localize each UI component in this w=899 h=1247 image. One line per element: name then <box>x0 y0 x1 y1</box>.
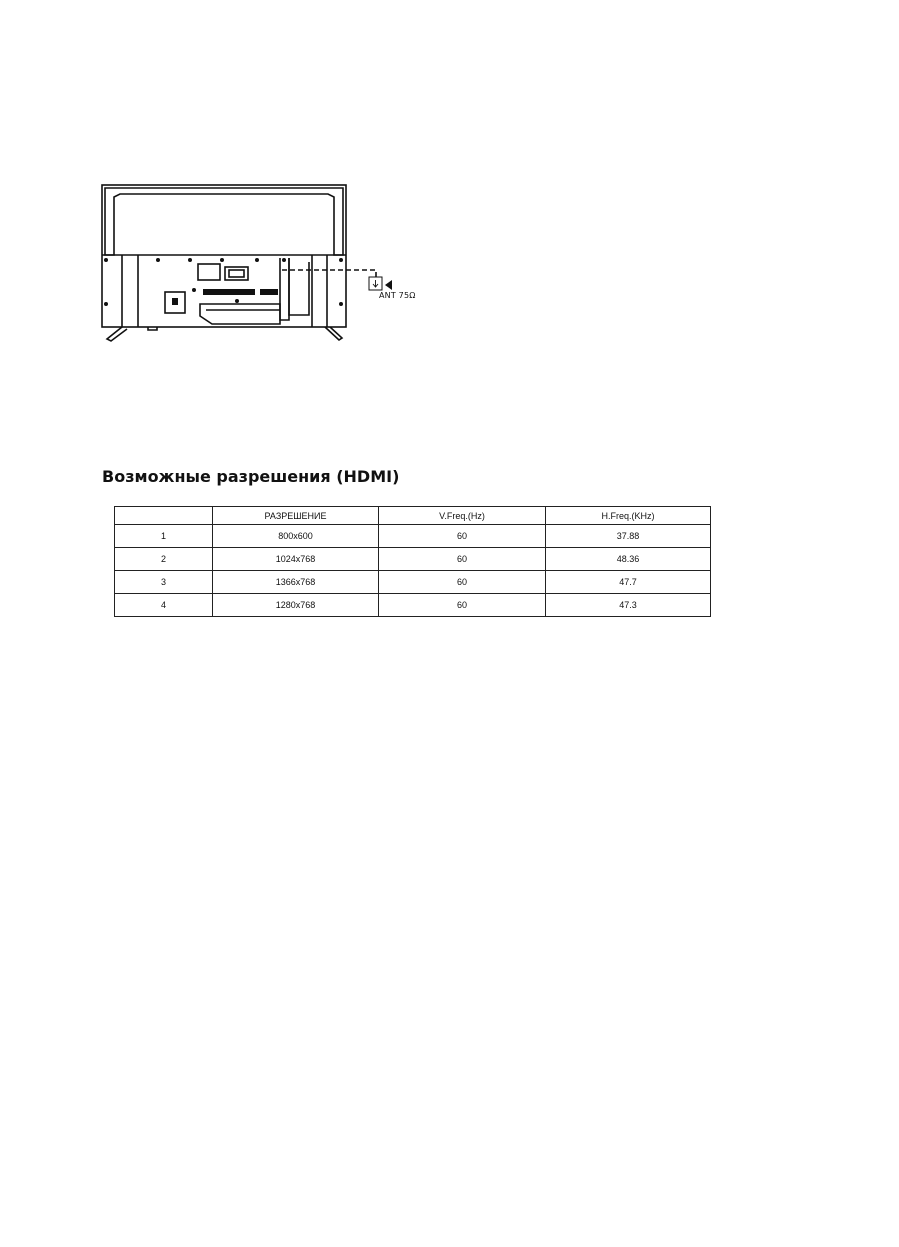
right-foot <box>325 327 342 340</box>
connector-housing <box>280 258 289 320</box>
table-row <box>115 525 711 548</box>
port-box <box>198 264 220 280</box>
resolution-table <box>114 506 711 617</box>
cell-h-freq: 37.88 <box>546 525 711 548</box>
table-row <box>115 571 711 594</box>
port-strip-main <box>203 289 255 295</box>
table-row <box>115 594 711 617</box>
section-heading: Возможные разрешения (HDMI) <box>102 467 400 486</box>
stand-bracket <box>200 304 280 324</box>
table-header-row <box>115 507 711 525</box>
table-row <box>115 548 711 571</box>
header-h-freq: H.Freq.(KHz) <box>546 507 711 525</box>
tv-rear-panel-diagram <box>98 180 428 350</box>
header-index <box>115 507 213 525</box>
cell-resolution: 1280x768 <box>213 594 379 617</box>
antenna-dashed-line <box>282 270 376 277</box>
tv-screen-bezel <box>105 188 343 255</box>
cell-h-freq: 47.7 <box>546 571 711 594</box>
port-strip-small <box>260 289 278 295</box>
cell-h-freq: 48.36 <box>546 548 711 571</box>
cell-resolution: 1366x768 <box>213 571 379 594</box>
cell-index: 1 <box>115 525 213 548</box>
header-v-freq: V.Freq.(Hz) <box>379 507 546 525</box>
antenna-arrow-icon <box>385 280 392 290</box>
left-foot <box>107 327 127 341</box>
cell-index: 3 <box>115 571 213 594</box>
antenna-label: ANT 75Ω <box>379 291 416 300</box>
cell-index: 4 <box>115 594 213 617</box>
cell-index: 2 <box>115 548 213 571</box>
cell-h-freq: 47.3 <box>546 594 711 617</box>
header-resolution: РАЗРЕШЕНИЕ <box>213 507 379 525</box>
cell-resolution: 1024x768 <box>213 548 379 571</box>
cell-v-freq: 60 <box>379 571 546 594</box>
cell-v-freq: 60 <box>379 594 546 617</box>
cell-resolution: 800x600 <box>213 525 379 548</box>
cell-v-freq: 60 <box>379 548 546 571</box>
cell-v-freq: 60 <box>379 525 546 548</box>
